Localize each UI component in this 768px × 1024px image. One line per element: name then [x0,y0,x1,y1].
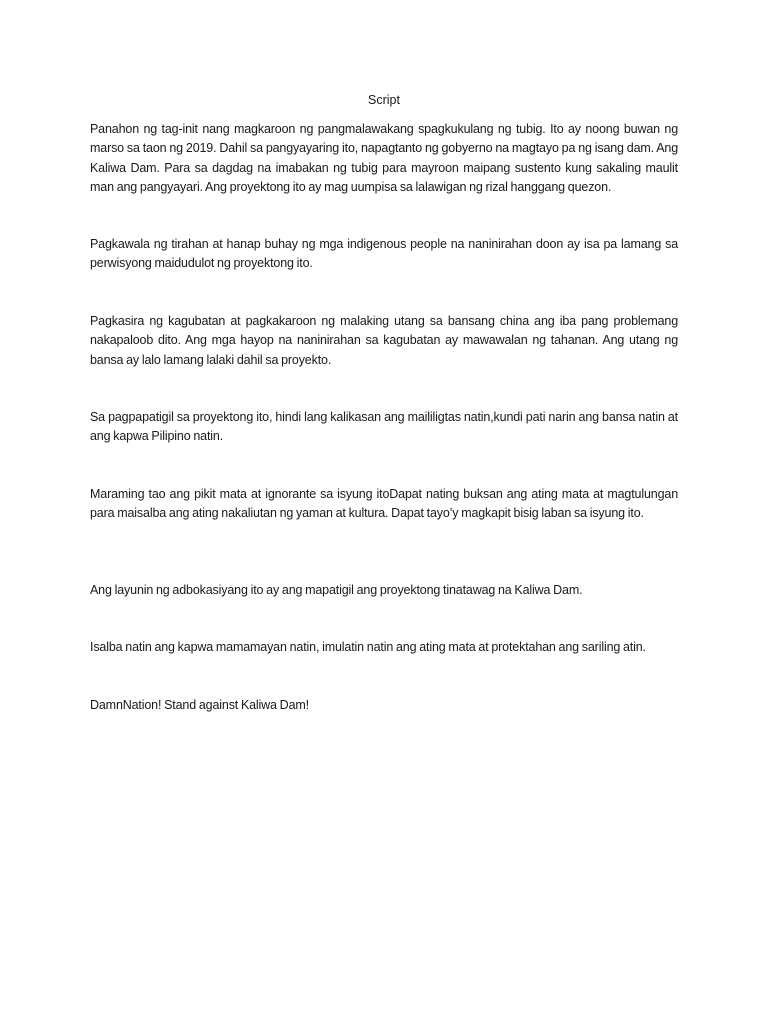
paragraph-forest-debt: Pagkasira ng kagubatan at pagkakaroon ng malaking utang sa bansang china ang iba pang problemang nakapaloob dito. Ang mga hayop na naninirahan sa kagubatan ay mawawalan ng tahanan. Ang utang ng bansa ay lalo lamang lalaki dahil sa proyekto. [90,314,678,367]
paragraph-indigenous: Pagkawala ng tirahan at hanap buhay ng mga indigenous people na naninirahan doon ay isa pa lamang sa perwisyong maidudulot ng proyektong ito. [90,237,678,271]
paragraph-intro: Panahon ng tag-init nang magkaroon ng pangmalawakang spagkukulang ng tubig. Ito ay noong buwan ng marso sa taon ng 2019. Dahil sa pangyayaring ito, napagtanto ng gobyerno na magtayo pa ng isang dam. Ang Kaliwa Dam. Para sa dagdag na imabakan ng tubig para mayroon maipang sustento kung sakaling maulit man ang pangyayari. Ang proyektong ito ay mag uumpisa sa lalawigan ng rizal hanggang quezon. [90,122,678,194]
page-title: Script [368,93,400,107]
paragraph-slogan: DamnNation! Stand against Kaliwa Dam! [90,698,309,712]
paragraph-awareness: Maraming tao ang pikit mata at ignorante sa isyung itoDapat nating buksan ang ating mata at magtulungan para maisalba ang ating nakaliutan ng yaman at kultura. Dapat tayo’y magkapit bisig laban sa isyung ito. [90,487,678,521]
paragraph-stop-project: Sa pagpapatigil sa proyektong ito, hindi lang kalikasan ang maililigtas natin,kundi pati narin ang bansa natin at ang kapwa Pilipino natin. [90,410,678,444]
paragraph-call-to-action: Isalba natin ang kapwa mamamayan natin, imulatin natin ang ating mata at protektahan ang sariling atin. [90,640,646,654]
paragraph-goal: Ang layunin ng adbokasiyang ito ay ang mapatigil ang proyektong tinatawag na Kaliwa Dam. [90,583,583,597]
